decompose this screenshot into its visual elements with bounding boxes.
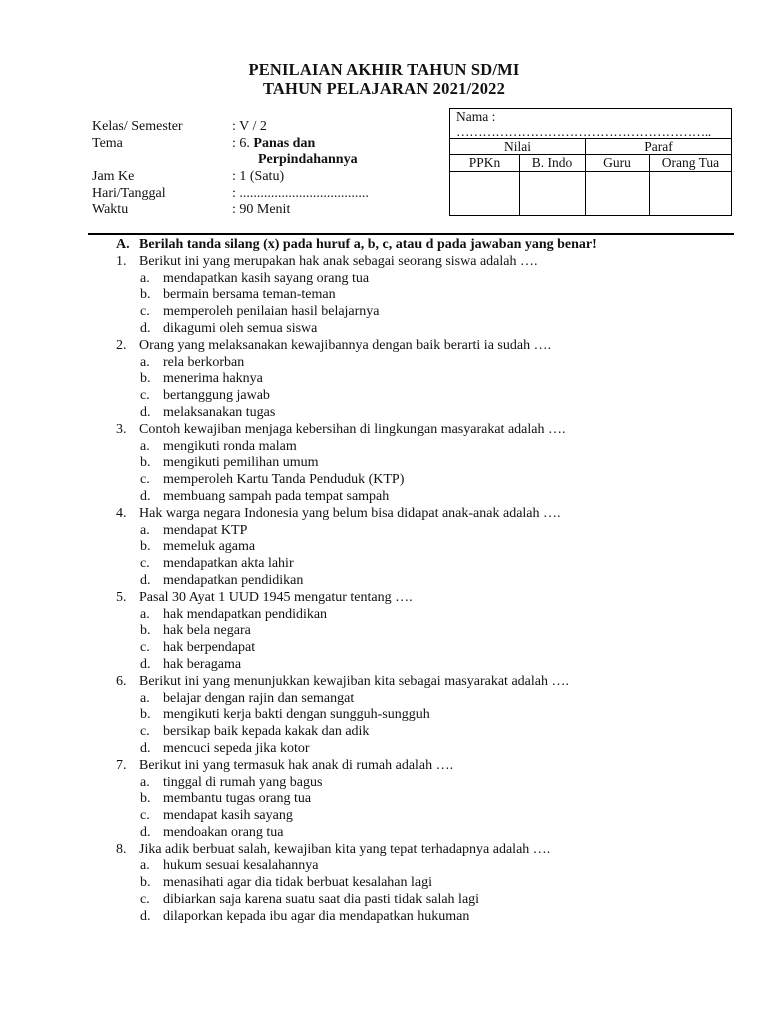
option-label[interactable]: a. — [140, 270, 150, 286]
option-label[interactable]: b. — [140, 287, 151, 303]
info-label: Tema — [92, 135, 123, 151]
option-text: belajar dengan rajin dan semangat — [163, 690, 355, 706]
option-label[interactable]: b. — [140, 875, 151, 891]
section-label: A. — [116, 237, 130, 252]
name-label: Nama : — [456, 109, 496, 124]
option-text: hak beragama — [163, 656, 242, 672]
option-label[interactable]: c. — [140, 556, 150, 572]
info-value — [258, 152, 358, 169]
info-label: Hari/Tanggal — [92, 185, 166, 201]
paraf-header: Paraf — [644, 139, 673, 154]
question-number: 6. — [116, 673, 127, 689]
nilai-header: Nilai — [504, 139, 531, 154]
info-value: : 90 Menit — [232, 202, 291, 218]
info-value: : ..................................... — [232, 185, 369, 201]
option-text: dibiarkan saja karena suatu saat dia pasti tidak salah lagi — [163, 892, 480, 908]
option-text: mendapatkan kasih sayang orang tua — [163, 270, 370, 286]
option-text: hak bela negara — [163, 623, 251, 639]
option-text: membuang sampah pada tempat sampah — [163, 488, 390, 504]
option-label[interactable]: d. — [140, 656, 151, 672]
question-number: 2. — [116, 337, 127, 353]
option-text: bersikap baik kepada kakak dan adik — [163, 724, 370, 740]
col-ppkn: PPKn — [468, 155, 501, 170]
option-text: hak berpendapat — [163, 640, 256, 656]
option-label[interactable]: b. — [140, 623, 151, 639]
col-bindo: B. Indo — [531, 155, 573, 170]
option-label[interactable]: c. — [140, 388, 150, 404]
question-number: 5. — [116, 589, 127, 605]
option-label[interactable]: d. — [140, 824, 151, 840]
col-orang-tua: Orang Tua — [661, 155, 720, 170]
question-number: 3. — [116, 421, 127, 437]
option-label[interactable]: d. — [140, 320, 151, 336]
option-text: menerima haknya — [163, 371, 263, 387]
option-text: mendapat KTP — [163, 522, 248, 538]
info-label: Jam Ke — [92, 169, 135, 185]
info-value: : 1 (Satu) — [232, 169, 285, 185]
question-text: Berikut ini yang merupakan hak anak sebagai seorang siswa adalah …. — [139, 253, 538, 269]
option-label[interactable]: d. — [140, 404, 151, 420]
option-text: memperoleh Kartu Tanda Penduduk (KTP) — [163, 472, 405, 488]
option-label[interactable]: a. — [140, 438, 150, 454]
option-label[interactable]: c. — [140, 724, 150, 740]
option-label[interactable]: d. — [140, 740, 151, 756]
question-number: 7. — [116, 757, 127, 773]
col-guru: Guru — [603, 155, 631, 170]
question-text: Orang yang melaksanakan kewajibannya dengan baik berarti ia sudah …. — [139, 337, 552, 353]
option-label[interactable]: c. — [140, 892, 150, 908]
option-text: hukum sesuai kesalahannya — [163, 858, 319, 874]
question-text: Pasal 30 Ayat 1 UUD 1945 mengatur tentang …. — [139, 589, 413, 605]
section-text: Berilah tanda silang (x) pada huruf a, b, c, atau d pada jawaban yang benar! — [139, 237, 597, 252]
info-label: Waktu — [92, 202, 129, 218]
question-number: 4. — [116, 505, 127, 521]
option-text: melaksanakan tugas — [163, 404, 276, 420]
theme-name: Panas dan — [253, 135, 316, 151]
option-text: dilaporkan kepada ibu agar dia mendapatkan hukuman — [163, 908, 470, 924]
option-label[interactable]: b. — [140, 791, 151, 807]
option-label[interactable]: c. — [140, 472, 150, 488]
option-label[interactable]: c. — [140, 304, 150, 320]
option-text: tinggal di rumah yang bagus — [163, 774, 323, 790]
header-divider — [88, 233, 734, 235]
option-text: membantu tugas orang tua — [163, 791, 312, 807]
exam-title: PENILAIAN AKHIR TAHUN SD/MI — [248, 60, 520, 79]
info-value: : 6. Panas dan — [232, 135, 316, 151]
option-text: mendapatkan pendidikan — [163, 572, 304, 588]
option-label[interactable]: d. — [140, 488, 151, 504]
question-text: Berikut ini yang termasuk hak anak di rumah adalah …. — [139, 757, 454, 773]
question-text: Jika adik berbuat salah, kewajiban kita yang tepat terhadapnya adalah …. — [139, 841, 551, 857]
option-text: mengikuti ronda malam — [163, 438, 297, 454]
question-text: Hak warga negara Indonesia yang belum bisa didapat anak-anak adalah …. — [139, 505, 561, 521]
option-label[interactable]: d. — [140, 908, 151, 924]
option-text: mendapatkan akta lahir — [163, 556, 294, 572]
option-label[interactable]: c. — [140, 640, 150, 656]
option-label[interactable]: b. — [140, 455, 151, 471]
option-text: mengikuti pemilihan umum — [163, 455, 319, 471]
option-text: mendapat kasih sayang — [163, 808, 293, 824]
grade-box — [449, 108, 732, 216]
option-label[interactable]: a. — [140, 858, 150, 874]
question-number: 8. — [116, 841, 127, 857]
option-label[interactable]: a. — [140, 690, 150, 706]
option-text: bertanggung jawab — [163, 388, 270, 404]
info-label: Kelas/ Semester — [92, 119, 183, 134]
divider — [450, 171, 731, 172]
option-text: mencuci sepeda jika kotor — [163, 740, 310, 756]
option-text: memeluk agama — [163, 539, 256, 555]
exam-year: TAHUN PELAJARAN 2021/2022 — [262, 79, 506, 98]
option-text: mendoakan orang tua — [163, 824, 284, 840]
option-text: memperoleh penilaian hasil belajarnya — [163, 304, 380, 320]
info-value: : V / 2 — [232, 119, 267, 134]
option-label[interactable]: a. — [140, 522, 150, 538]
theme-name-cont: Perpindahannya — [258, 152, 358, 168]
option-label[interactable]: b. — [140, 371, 151, 387]
option-text: rela berkorban — [163, 354, 245, 370]
question-text: Contoh kewajiban menjaga kebersihan di lingkungan masyarakat adalah …. — [139, 421, 566, 437]
name-field[interactable]: ………………………………………………….. — [456, 124, 711, 139]
option-text: dikagumi oleh semua siswa — [163, 320, 318, 336]
option-label[interactable]: a. — [140, 354, 150, 370]
option-text: mengikuti kerja bakti dengan sungguh-sungguh — [163, 707, 430, 723]
question-text: Berikut ini yang menunjukkan kewajiban kita sebagai masyarakat adalah …. — [139, 673, 569, 689]
option-label[interactable]: b. — [140, 539, 151, 555]
option-label[interactable]: a. — [140, 606, 150, 622]
option-label[interactable]: d. — [140, 572, 151, 588]
option-label[interactable]: c. — [140, 808, 150, 824]
option-text: bermain bersama teman-teman — [163, 287, 336, 303]
option-text: hak mendapatkan pendidikan — [163, 606, 328, 622]
option-label[interactable]: a. — [140, 774, 150, 790]
option-text: menasihati agar dia tidak berbuat kesalahan lagi — [163, 875, 433, 891]
option-label[interactable]: b. — [140, 707, 151, 723]
question-number: 1. — [116, 253, 127, 269]
